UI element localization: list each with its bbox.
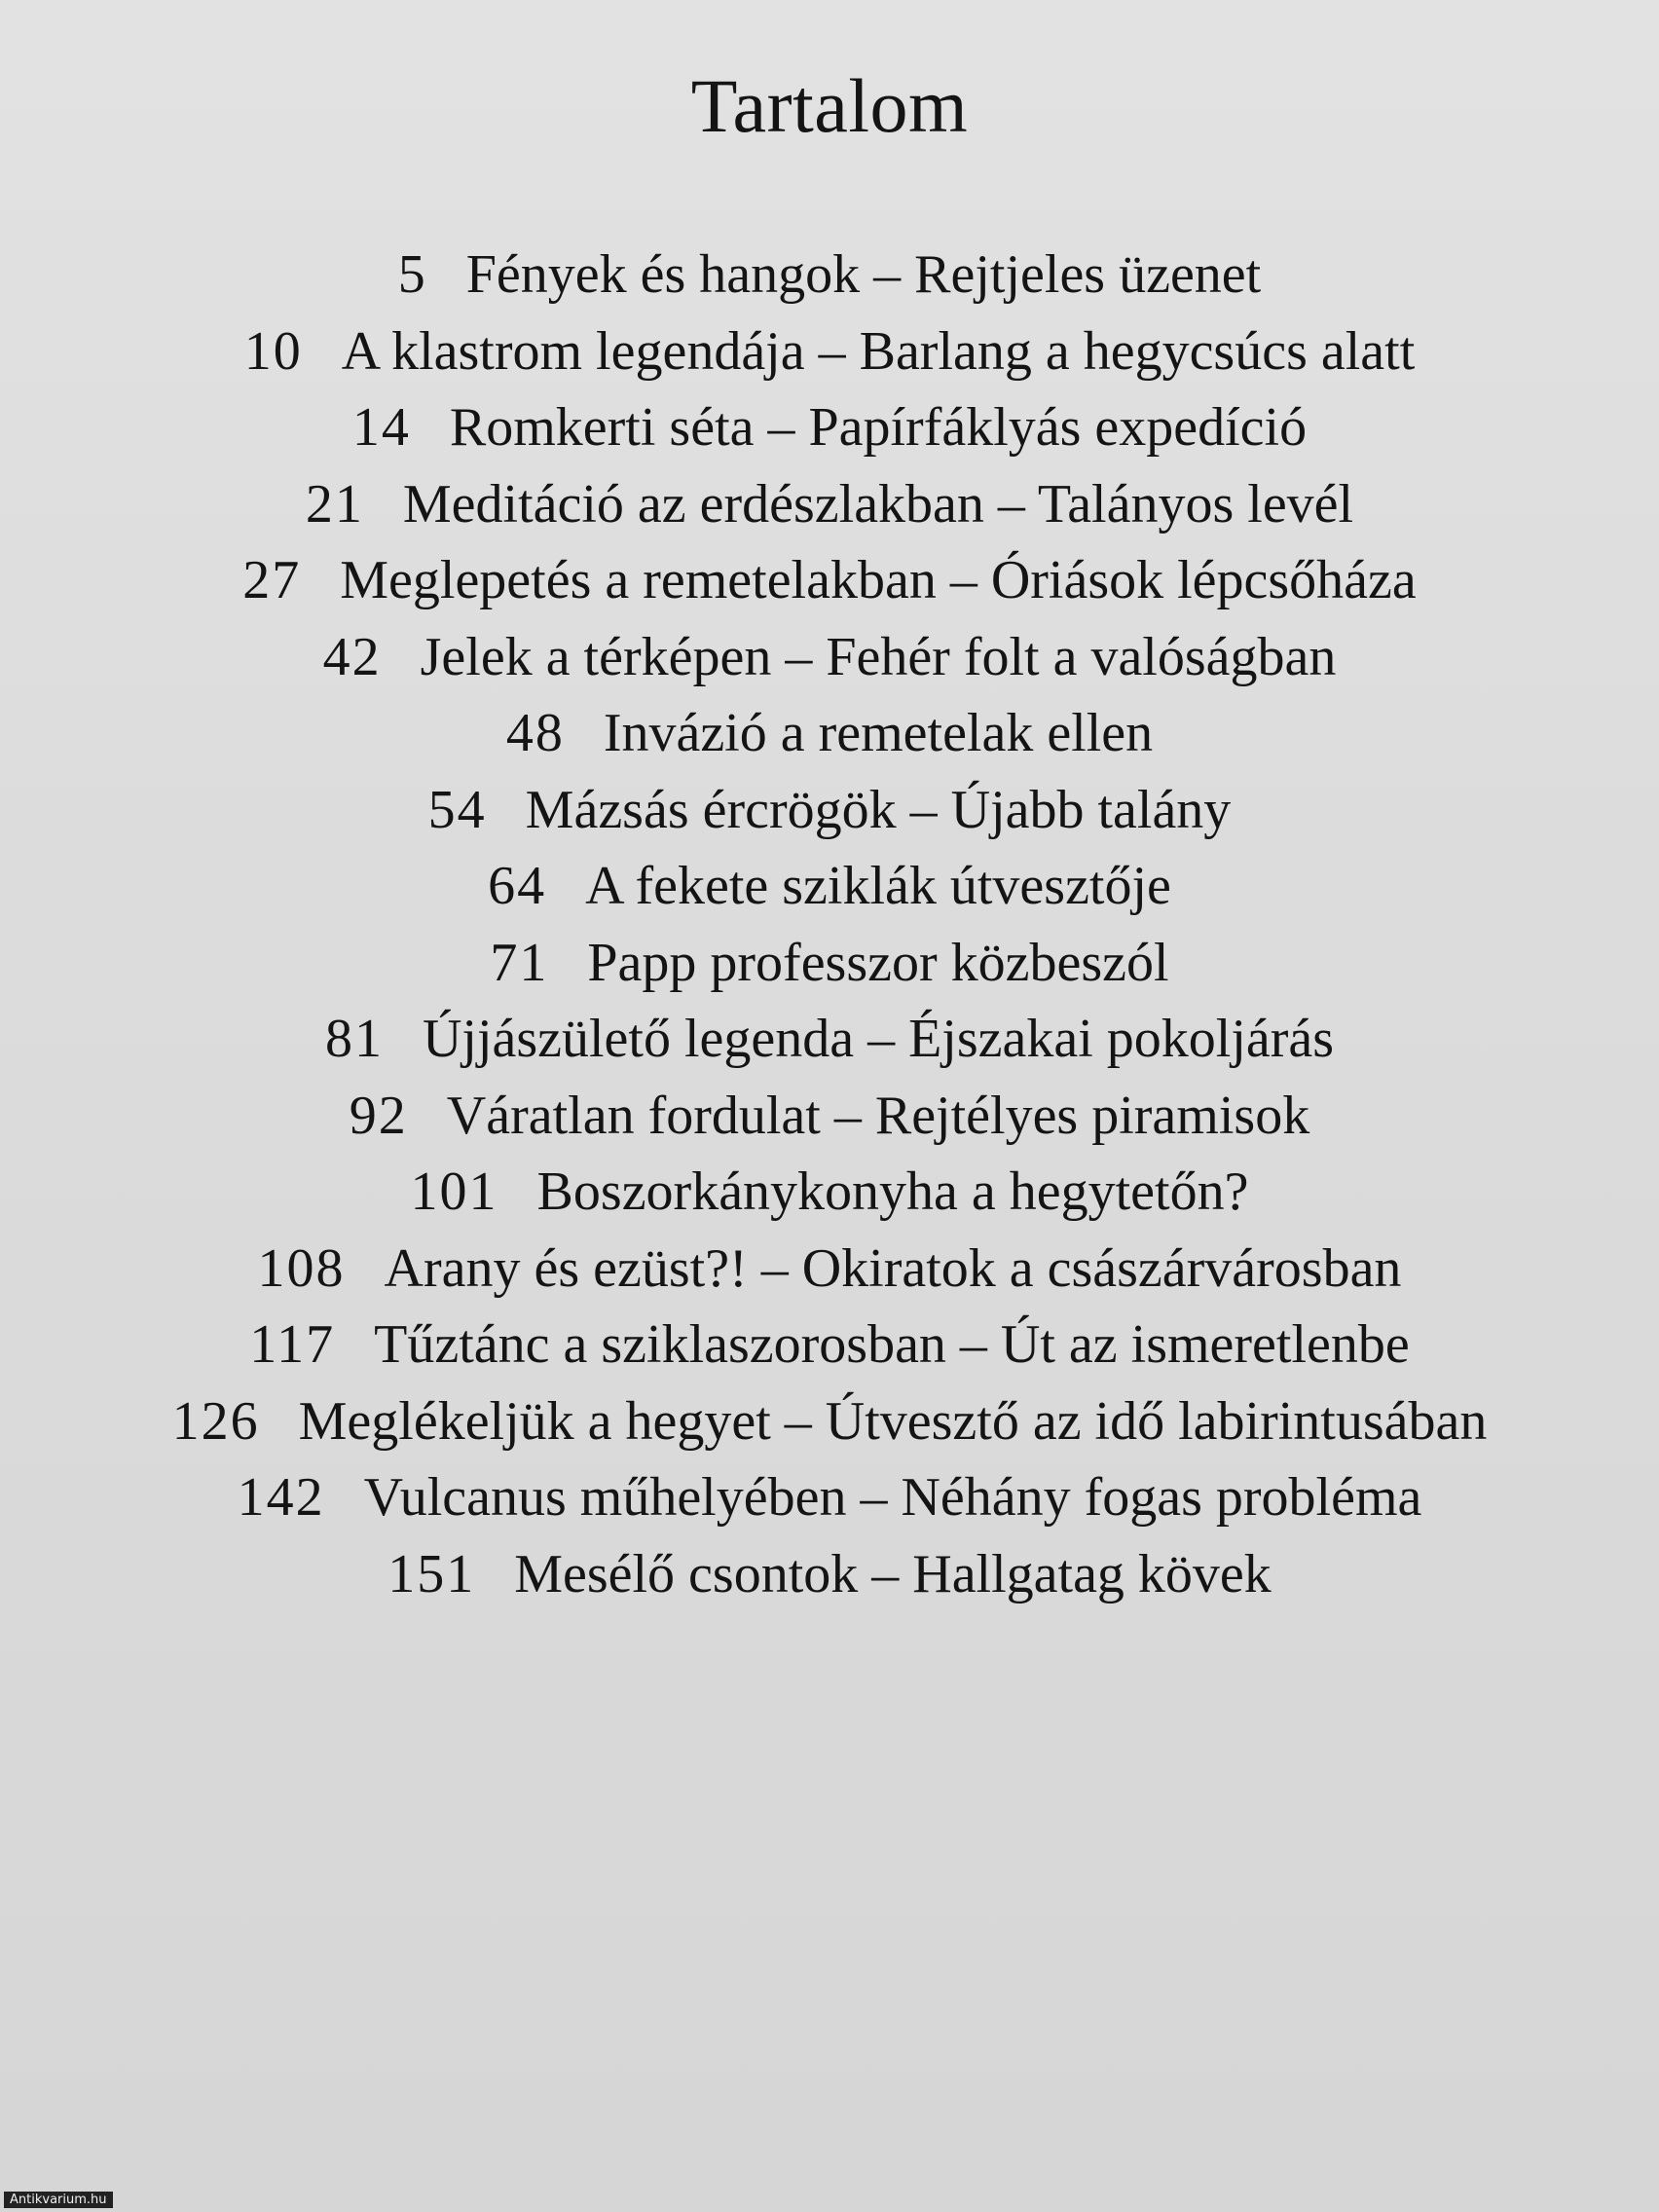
toc-page-number: 42 [322,626,382,687]
toc-entry [0,1383,1659,1460]
toc-chapter-title: Arany és ezüst?! – Okiratok a császárvárosban [384,1237,1402,1299]
toc-entry [0,848,1659,925]
toc-entry [0,466,1659,543]
toc-page-number: 81 [324,1009,384,1069]
toc-page-number: 71 [490,932,549,993]
toc-chapter-title: Meglékeljük a hegyet – Útvesztő az idő labirintusában [298,1390,1488,1452]
toc-entry [0,925,1659,1002]
toc-page-number: 64 [488,856,547,916]
toc-page-number: 10 [243,320,303,382]
toc-chapter-title: A fekete sziklák útvesztője [585,856,1171,916]
toc-entry [0,1001,1659,1078]
toc-chapter-title: Romkerti séta – Papírfáklyás expedíció [449,397,1308,458]
toc-chapter-title: Tűztánc a sziklaszorosban – Út az ismeretlenbe [374,1314,1410,1375]
toc-page-number: 5 [397,244,427,305]
toc-page-number: 151 [387,1543,476,1604]
toc-page-number: 117 [249,1314,336,1375]
toc-chapter-title: Váratlan fordulat – Rejtélyes piramisok [446,1085,1310,1146]
toc-chapter-title: A klastrom legendája – Barlang a hegycsúcs alatt [341,320,1416,382]
toc-chapter-title: Vulcanus műhelyében – Néhány fogas probléma [363,1467,1422,1528]
toc-chapter-title: Mesélő csontok – Hallgatag kövek [514,1543,1272,1604]
toc-page-number: 108 [257,1237,346,1299]
toc-page-number: 27 [242,550,302,610]
toc-chapter-title: Invázió a remetelak ellen [603,703,1154,763]
toc-page-number: 48 [505,703,565,763]
toc-page-number: 126 [171,1390,260,1452]
toc-entry [0,1459,1659,1536]
toc-chapter-title: Újjászülető legenda – Éjszakai pokoljárás [422,1009,1335,1069]
toc-page-number: 142 [237,1467,325,1528]
table-of-contents [0,237,1659,1612]
toc-entry [0,389,1659,466]
toc-entry [0,619,1659,696]
toc-chapter-title: Mázsás ércrögök – Újabb talány [525,779,1232,840]
toc-chapter-title: Fények és hangok – Rejtjeles üzenet [465,244,1262,305]
toc-entry [0,1078,1659,1155]
toc-page-number: 21 [305,473,364,535]
toc-entry [0,313,1659,390]
toc-entry [0,695,1659,772]
toc-page-number: 54 [427,779,487,840]
toc-entry [0,1231,1659,1308]
toc-entry [0,1536,1659,1613]
toc-chapter-title: Meditáció az erdészlakban – Talányos levél [402,473,1354,535]
toc-chapter-title: Jelek a térképen – Fehér folt a valóságban [420,626,1337,687]
toc-chapter-title: Boszorkánykonyha a hegytetőn? [536,1161,1249,1222]
toc-page-number: 101 [410,1161,498,1222]
toc-entry [0,772,1659,849]
toc-page-number: 14 [351,397,411,458]
toc-chapter-title: Papp professzor közbeszól [587,932,1169,993]
toc-entry [0,542,1659,619]
toc-page-number: 92 [349,1085,408,1146]
toc-entry [0,1154,1659,1231]
toc-entry [0,1307,1659,1383]
watermark: Antikvarium.hu [4,2192,113,2208]
toc-entry [0,237,1659,313]
toc-chapter-title: Meglepetés a remetelakban – Óriások lépcsőháza [340,550,1417,610]
page-title: Tartalom [690,63,969,148]
